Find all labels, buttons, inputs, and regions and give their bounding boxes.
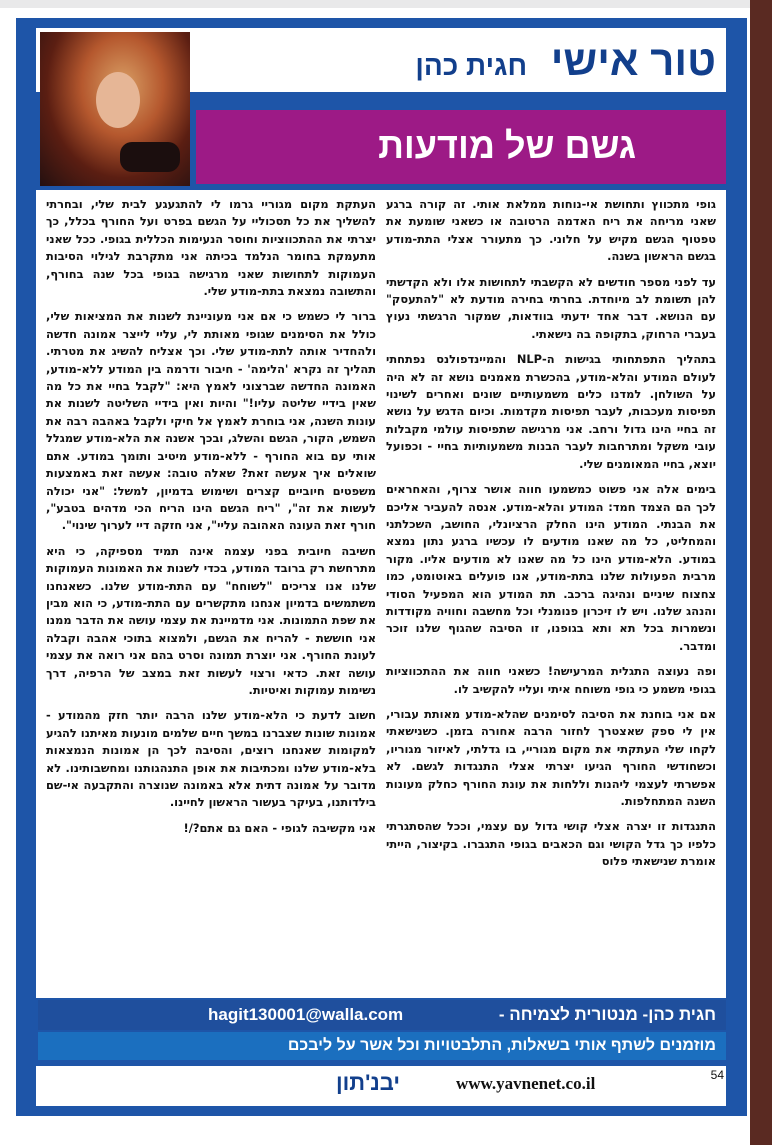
paragraph: עד לפני מספר חודשים לא הקשבתי לתחושות אלו ולא הקדשתי להן תשומת לב מיוחדת. בחרתי בחירה מודעת לא "להתעסק" עם הנושא. דבר אחד ידעתי בוודאות, שמקור הרגשתי נעוץ בעברי הרחוק, בתקופה בה נישאתי.	[386, 274, 716, 341]
paragraph: אם אני בוחנת את הסיבה לסימנים שהלא-מודע מאותת עבורי, אין לי ספק שאצטרך לחזור הרבה אחורה בזמן. כשנישאתי לקחו שלי העתקתי את מקום מגוריי, בו גדלתי, לאיזור מגוריו, וכשחודשי החורף הגיעו יצרתי אצלי התנגדות לגשם. לא אפשרתי לעצמי ליהנות וללחות את עונת החורף כחלק מעונות השנה המתחלפות.	[386, 706, 716, 808]
headline-band	[196, 100, 726, 184]
author-byline: חגית כהן- מנטורית לצמיחה -	[498, 1005, 716, 1024]
invitation-text: מוזמנים לשתף אותי בשאלות, התלבטויות וכל אשר על ליבכם	[287, 1037, 716, 1054]
article-column-left	[46, 196, 376, 992]
page-footer	[36, 1066, 726, 1106]
column-title	[415, 36, 716, 86]
author-photo	[40, 32, 190, 186]
paragraph: בתהליך התפתחותי בגישות ה-NLP והמיינדפולנס נפתחתי לעולם המודע והלא-מודע, בהכשרת מאמנים נושא זה לא היה על השולחן. למדנו כלים משמעותיים שונים ואחרים לשינוי תפיסות מעכבות, לעבר תפיסות מקדמות. וכיום הדגש על נושא זה בחיי הינו גדול ורחב. אני מרגישה שתפיסות עולמי מקבלות עובי משקל ומתרחבות לעבר הבנות משמעותיות בחיי - וכפועל יוצא, בחיי המאומנים שלי.	[386, 352, 716, 471]
paragraph: התנגדות זו יצרה אצלי קושי גדול עם עצמי, וככל שהסתגרתי כלפיו כך גדל הקושי וגם הכאבים בגופי התגברו. בקיצור, הייתי אומרת שנישאתי פלוס	[386, 819, 716, 869]
paragraph: העתקת מקום מגוריי גרמו לי להתגעגע לבית שלי, ובחרתי להשליך את כל תסכוליי על הגשם בפרט ועל החורף בכלל, כך יצרתי את ההתכווציות וחוסר הנעימות הכללית בגופי. ככל שאני מתעמקת בחומר הנלמד בכיתה אני מתקרבת לגילוי הסיבות העמוקות לתחושות שאני מרגישה בגופי בכל שנה בחורף, והתשובה נמצאת בתת-מודע שלי.	[46, 197, 376, 299]
author-email-link[interactable]: hagit130001@walla.com	[208, 1005, 404, 1024]
author-name: חגית כהן	[415, 50, 528, 81]
paragraph: חשוב לדעת כי הלא-מודע שלנו הרבה יותר חזק מהמודע - אמונות שונות שצברנו במשך חיים שלמים מונעות מאיתנו להגיע למקומות שאנחנו רוצים, והסיבה לכך הן אמונות הנמצאות בלא-מודע שלנו ומכתיבות את אופן התנהגותנו ומחשבותינו. לא מדובר על אמונה דתית אלא באמונה שנוצרה והתקבעה אי-שם בילדותנו, בעיקר בעשור הראשון לחיינו.	[46, 708, 376, 810]
paragraph: גופי מתכווץ ותחושת אי-נוחות ממלאת אותי. זה קורה ברגע שאני מריחה את ריח האדמה הרטובה או כשאני שומעת את טפטוף הגשם מקיש על חלוני. כך מתעורר אצלי התת-מודע בגשם הראשון בשנה.	[386, 197, 716, 264]
page-number: 54	[710, 1068, 724, 1082]
contact-row	[38, 1000, 726, 1030]
page-edge	[750, 0, 772, 1145]
paragraph: אני מקשיבה לגופי - האם גם אתם?/!	[183, 820, 376, 835]
headline: גשם של מודעות	[378, 125, 636, 166]
article-body	[36, 190, 726, 998]
paragraph: חשיבה חיובית בפני עצמה אינה תמיד מספיקה, כי היא מתרחשת רק ברובד המודע, בכדי לשנות את האמונות העמוקות שלנו אנו צריכים "לשוחח" עם התת-מודע שלנו. כשאנחנו משתמשים בדמיון אנחנו מתקשרים עם התת-מודע, כי הוא מבין את שפת התמונות. אני מדמיינת את עצמי עושה את הדבר ממנו אני חוששת - להריח את הגשם, ולמצוא בתוכי אהבה וקבלה לעונת החורף. אני יוצרת תמונה וסרט בהם אני רואה את עצמי עושה זאת. כדאי ורצוי לעשות זאת במצב של הרפיה, דרך נשימות עמוקות ואיטיות.	[46, 543, 376, 697]
headline-band-strip	[196, 100, 726, 110]
invitation-row	[38, 1032, 726, 1060]
paragraph: בימים אלה אני פשוט כמשמעו חווה אושר צרוף, והאחראים לכך הם הצמד חמד: המודע והלא-מודע. אנסה להעביר אליכם את הבנתי. המודע הינו החלק הרציונלי, החושב, השכלתני והמחליט, כל מה שאנו מודעים לו עכשיו ברגע נתון נמצא במודע. הלא-מודע הינו כל מה שאנו לא מודעים אליו. מקור מרבית הפעולות שלנו בתת-מודע, אנו פועלים באוטומט, כמו צחצוח שיניים ונהיגה ברכב. תת המודע הוא המפעיל הסודי והנהג שלנו. ויש לו זיכרון פנומנלי וכל מחשבה וחוויה מקודדות ונשמרות בכל תא ותא בגופנו, זו הסיבה שהגוף שלנו זוכר ומדבר.	[386, 482, 716, 653]
screen-top-strip	[0, 0, 772, 8]
paragraph: ופה נעוצה התגלית המרעישה! כשאני חווה את ההתכווציות בגופי משמע כי גופי משוחח איתי ועליי להקשיב לו.	[386, 664, 716, 696]
author-photo-face	[96, 72, 140, 128]
author-footer	[38, 1000, 726, 1060]
author-photo-garment	[120, 142, 180, 172]
website-link[interactable]: www.yavnenet.co.il	[456, 1074, 596, 1093]
magazine-logo: יבנ'תון	[336, 1070, 401, 1095]
paragraph: ברור לי כשמש כי אם אני מעוניינת לשנות את המציאות שלי, כולל את הסימנים שגופי מאותת לי, עליי לייצר אמונה חדשה ולהחדיר אותה לתת-מודע שלי. וכך אצליח להשיג את מטרתי. תהליך זה נקרא 'הלימה' - חיבור ודרמה בין המודע ללא-מודע, האמונה החדשה שברצוני לאמץ היא: "לקבל בחיי את כל מה שאין בידיי שליטה עליו!" והיות ואין בידיי השליטה לשנות את עונות השנה, אני בוחרת לאמץ אל חיקי ולקבל באהבה רבה את השמש, הקור, הגשם והשלג, ובכך אשנה את הלא-מודע שמגלל אותי עם בוא החורף - ללא-מודע מיטיב ותומך במודע. אתם שואלים איך אעשה זאת? שאלה טובה: אעשה זאת באמצעות משפטים חיוביים קצרים ושימוש בדמיון, למשל: "אני יכולה לעשות את זה", "ריח הגשם הינו הריח הכי מדהים בטבע", חורף זאת העונה האהובה עליי", אני חזקה דיי לערוך שינוי".	[46, 309, 376, 533]
article-header	[36, 28, 726, 186]
article-column-right	[386, 196, 716, 992]
column-title-text: טור אישי	[550, 37, 716, 84]
